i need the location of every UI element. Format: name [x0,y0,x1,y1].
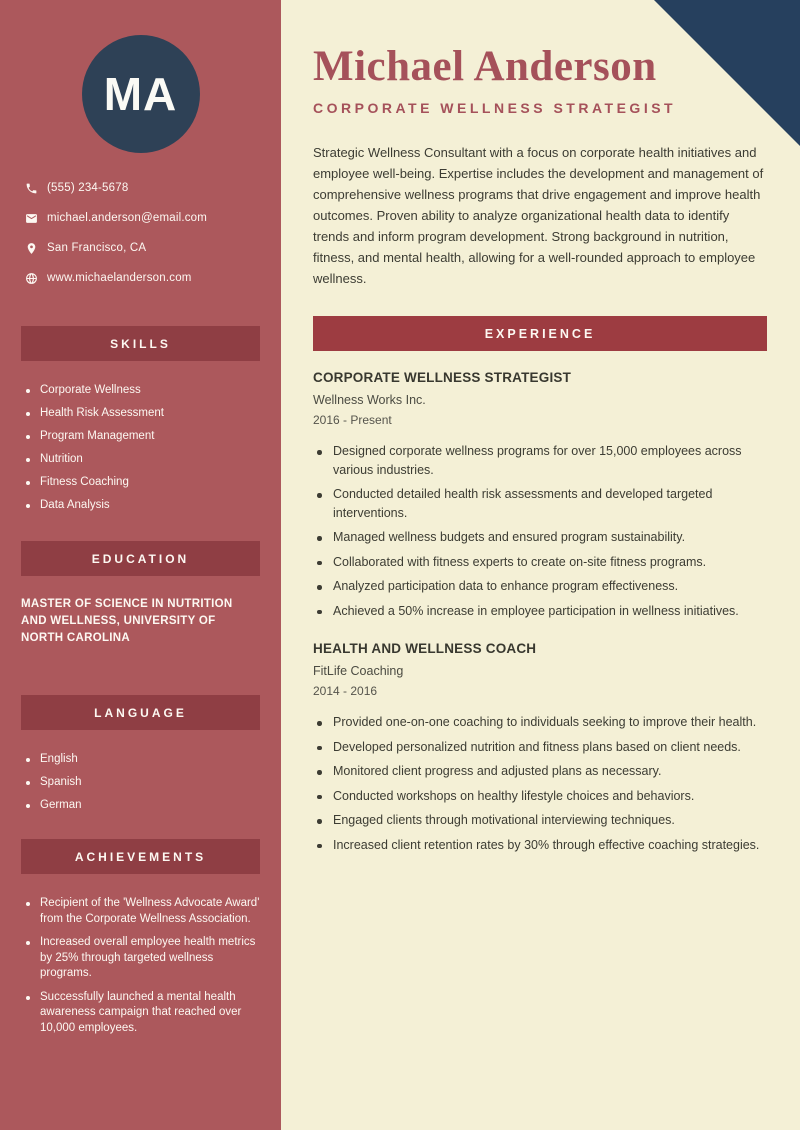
contact-list [0,181,281,285]
skill-item: Health Risk Assessment [25,406,263,420]
experience-section-header [313,316,767,351]
location-pin-icon [24,241,38,255]
avatar [82,35,200,153]
language-section-header [21,695,260,730]
job-dates: 2014 - 2016 [313,684,378,699]
skill-item: Nutrition [25,452,263,466]
job-bullet: Conducted workshops on healthy lifestyle choices and behaviors. [313,787,767,806]
job-bullet: Collaborated with fitness experts to create on-site fitness programs. [313,553,767,572]
job-bullet: Conducted detailed health risk assessments and developed targeted interventions. [313,485,767,522]
job-bullet: Analyzed participation data to enhance program effectiveness. [313,577,767,596]
contact-location-text: San Francisco, CA [47,242,147,254]
avatar-initials: MA [103,68,178,120]
contact-phone [24,181,263,195]
job-bullet: Achieved a 50% increase in employee participation in wellness initiatives. [313,602,767,621]
skills-title: SKILLS [110,336,171,351]
page-title: Michael Anderson [313,43,657,90]
summary-paragraph: Strategic Wellness Consultant with a focus on corporate health initiatives and employee well-being. Expertise includes the development and management of comprehensive wellness programs that drive engagement and improve health outcomes. Proven ability to analyze organizational health data to identify trends and inform program development. Strong background in nutrition, fitness, and mental health, allowing for a well-rounded approach to employee wellness. [313,145,764,287]
job-bullet: Developed personalized nutrition and fitness plans based on client needs. [313,738,767,757]
job-entry [313,370,767,620]
contact-location [24,241,263,255]
phone-icon [24,181,38,195]
contact-phone-text: (555) 234-5678 [47,182,129,194]
achievements-list [0,874,281,1036]
education-degree: MASTER OF SCIENCE IN NUTRITION AND WELLNESS, UNIVERSITY OF NORTH CAROLINA [21,598,233,644]
contact-email [24,211,263,225]
skill-item: Fitness Coaching [25,475,263,489]
globe-icon [24,271,38,285]
achievement-item: Recipient of the 'Wellness Advocate Award' from the Corporate Wellness Association. [25,896,263,927]
job-company: FitLife Coaching [313,664,404,679]
job-dates: 2016 - Present [313,413,392,428]
job-company: Wellness Works Inc. [313,393,426,408]
achievement-item: Increased overall employee health metrics by 25% through targeted wellness programs. [25,935,263,982]
skill-item: Program Management [25,429,263,443]
language-list [0,730,281,812]
headline-job-title: CORPORATE WELLNESS STRATEGIST [313,100,677,117]
job-bullet: Designed corporate wellness programs for over 15,000 employees across various industries. [313,442,767,479]
email-icon [24,211,38,225]
language-item: German [25,798,263,812]
education-section-header [21,541,260,576]
job-bullet-list [313,442,767,620]
job-entry [313,641,767,854]
main-content [281,0,800,1130]
contact-email-text: michael.anderson@email.com [47,212,208,224]
experience-title: EXPERIENCE [484,326,596,341]
language-item: Spanish [25,775,263,789]
skill-item: Corporate Wellness [25,383,263,397]
job-role: CORPORATE WELLNESS STRATEGIST [313,370,572,386]
skills-section-header [21,326,260,361]
skill-item: Data Analysis [25,498,263,512]
skills-list [0,361,281,512]
job-role: HEALTH AND WELLNESS COACH [313,641,537,657]
achievement-item: Successfully launched a mental health awareness campaign that reached over 10,000 employees. [25,990,263,1037]
job-bullet-list [313,713,767,854]
sidebar [0,0,281,1130]
job-bullet: Provided one-on-one coaching to individuals seeking to improve their health. [313,713,767,732]
job-bullet: Engaged clients through motivational interviewing techniques. [313,811,767,830]
contact-website-text: www.michaelanderson.com [47,272,192,284]
language-title: LANGUAGE [94,705,187,720]
achievements-section-header [21,839,260,874]
contact-website [24,271,263,285]
achievements-title: ACHIEVEMENTS [74,849,207,864]
education-title: EDUCATION [91,551,190,566]
job-bullet: Managed wellness budgets and ensured program sustainability. [313,528,767,547]
job-bullet: Increased client retention rates by 30% through effective coaching strategies. [313,836,767,855]
job-bullet: Monitored client progress and adjusted plans as necessary. [313,762,767,781]
language-item: English [25,752,263,766]
